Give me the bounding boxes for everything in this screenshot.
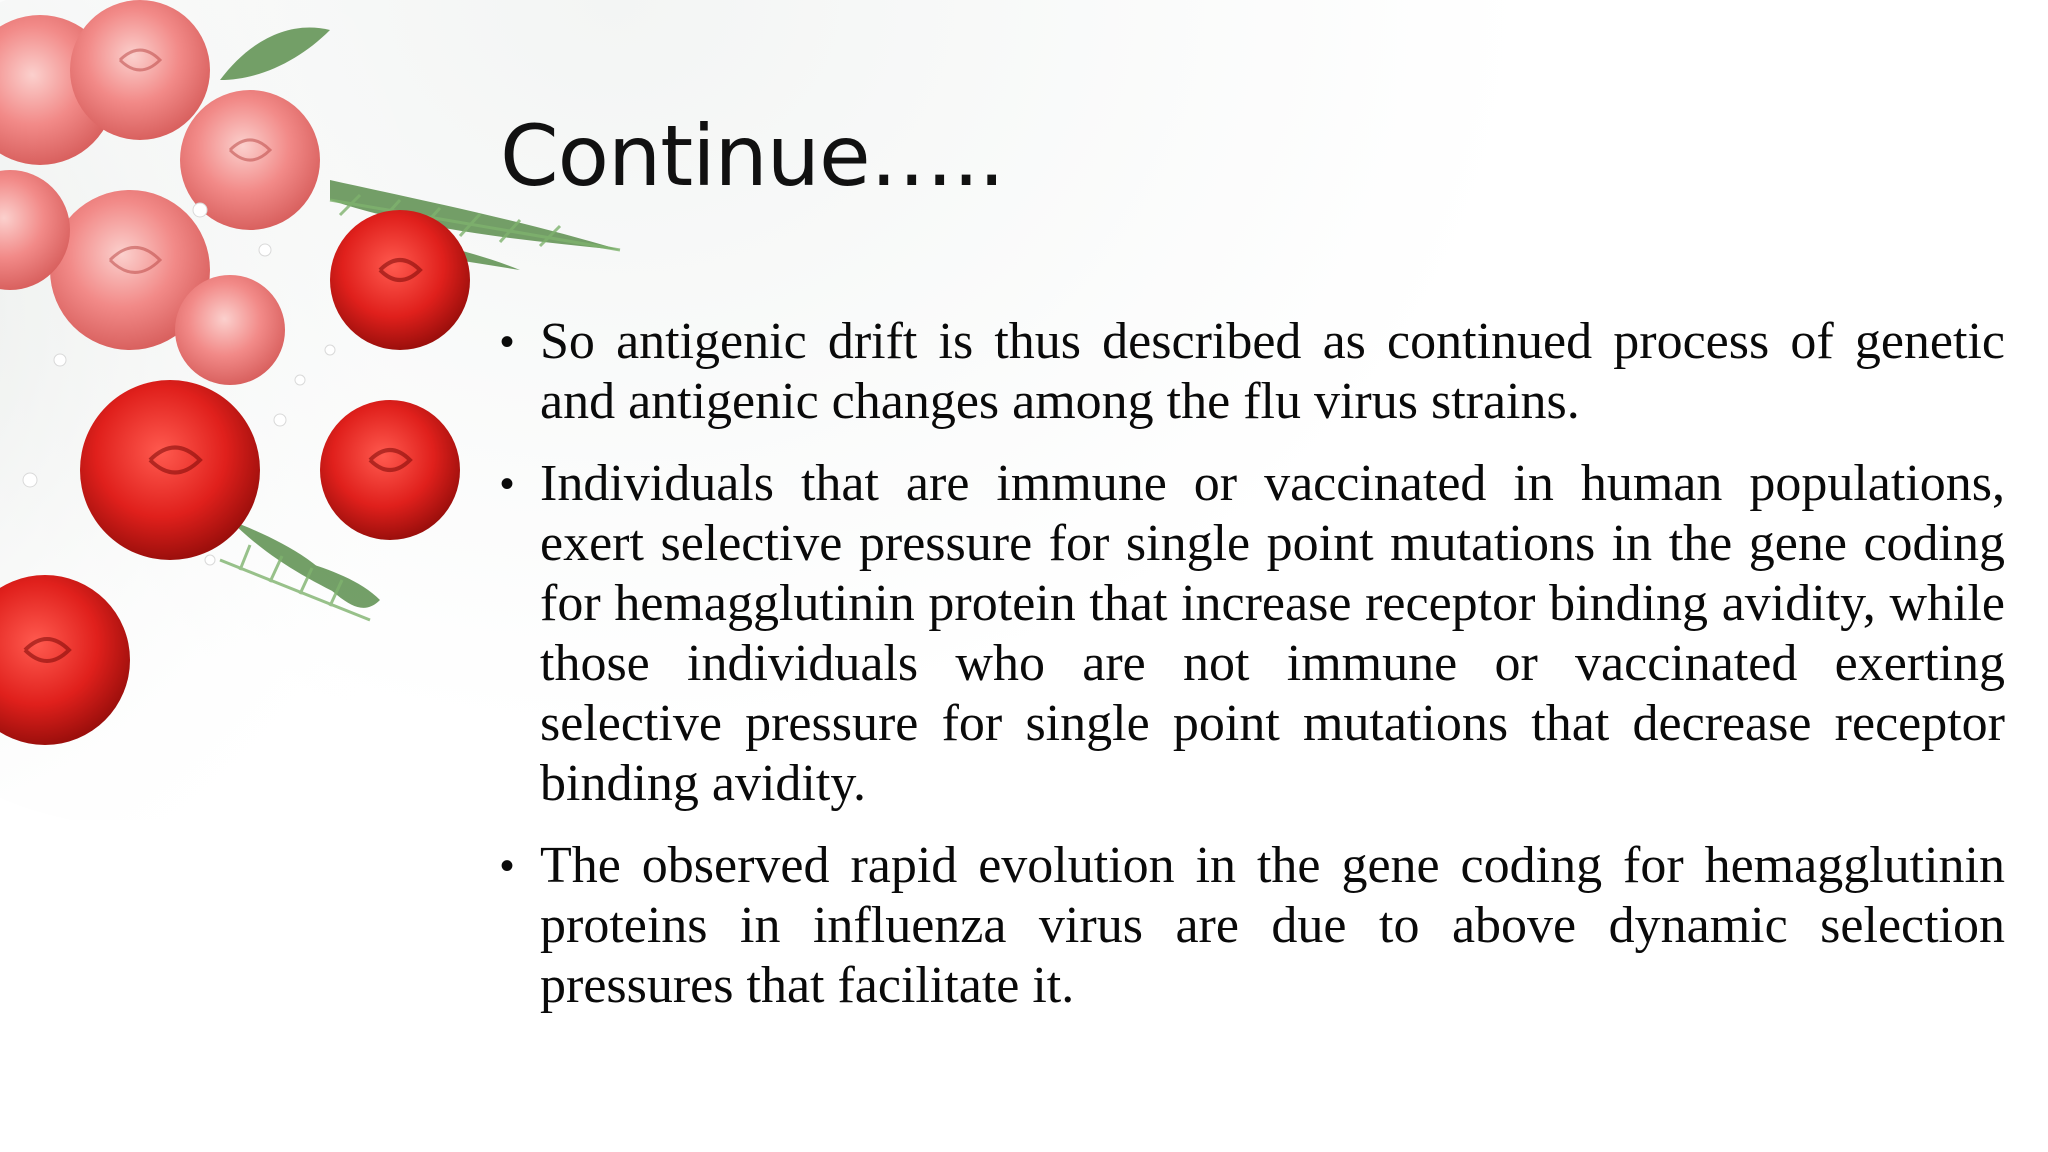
slide-title: Continue…..: [500, 107, 1005, 205]
bullet-marker: •: [500, 320, 515, 364]
bullet-text: The observed rapid evolution in the gene coding for hemagglutinin proteins in influenza virus are due to above dynamic selection pressures that facilitate it.: [540, 837, 2005, 1014]
bullet-marker: •: [500, 844, 515, 888]
bullet-item: [500, 454, 2005, 814]
bullet-marker: •: [500, 462, 515, 506]
bullet-text: Individuals that are immune or vaccinated in human populations, exert selective pressure for single point mutations in the gene coding for hemagglutinin protein that increase receptor binding avidity, while those individuals who are not immune or vaccinated exerting selective pressure for single point mutations that decrease receptor binding avidity.: [540, 455, 2005, 812]
bullet-list: [500, 312, 2005, 1038]
bullet-text: So antigenic drift is thus described as continued process of genetic and antigenic changes among the flu virus strains.: [540, 313, 2005, 430]
bullet-item: [500, 836, 2005, 1016]
bullet-item: [500, 312, 2005, 432]
